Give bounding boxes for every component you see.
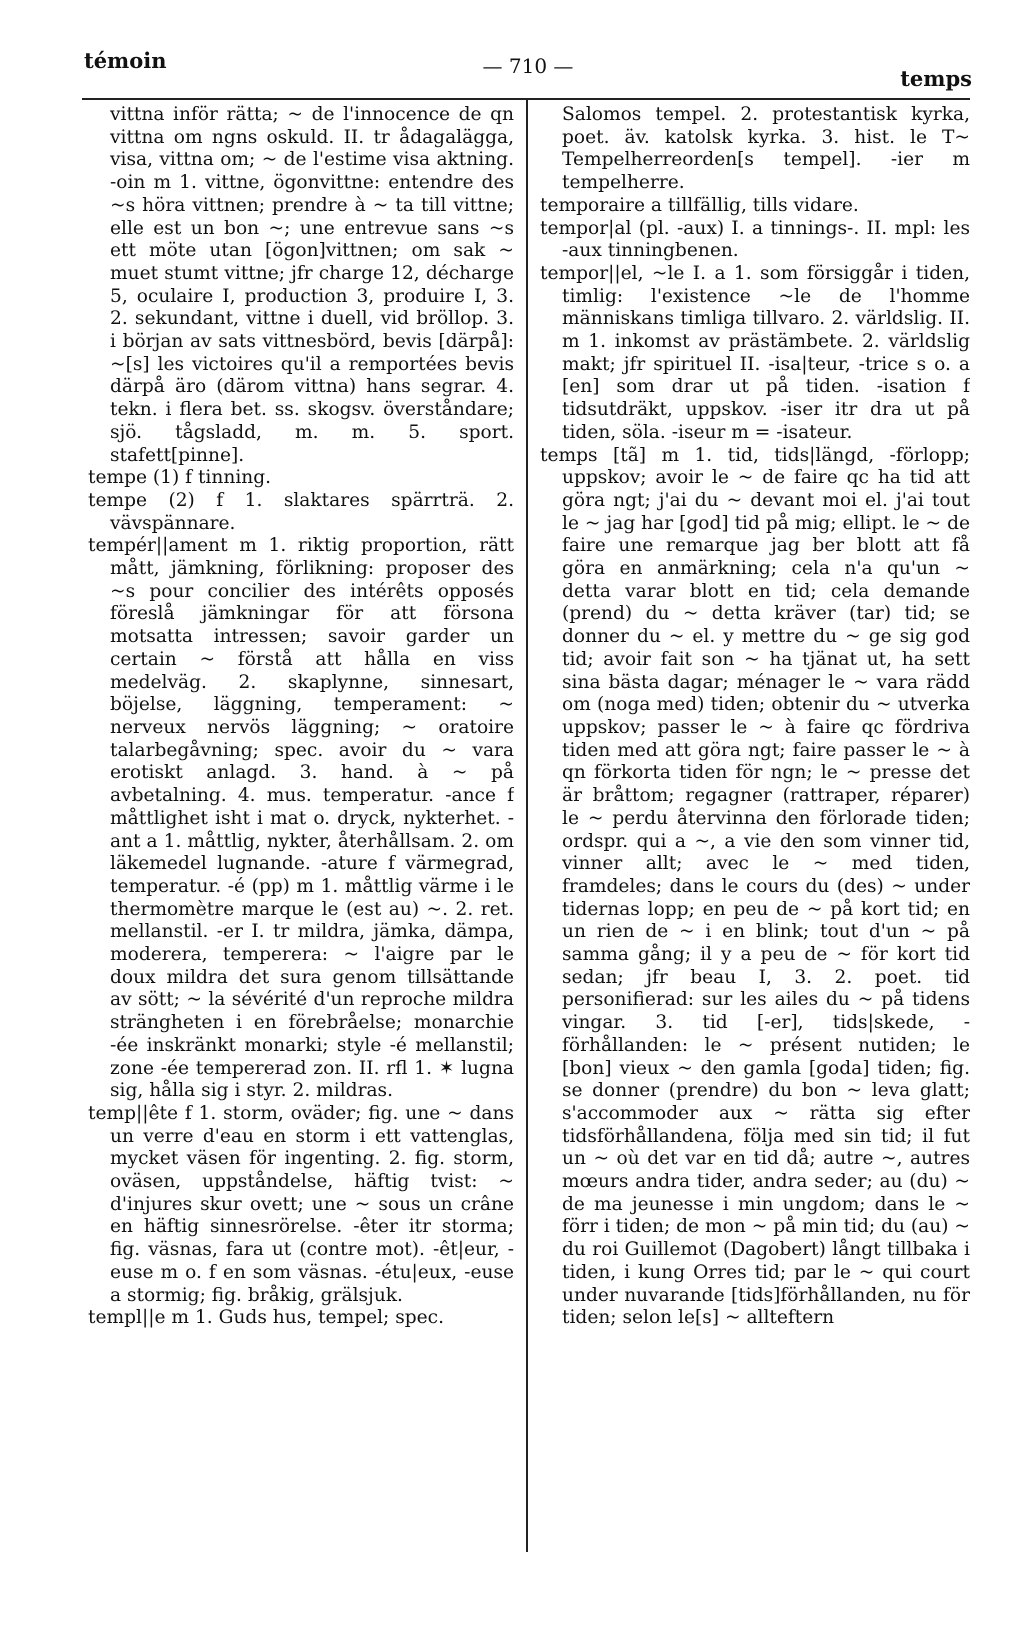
right-column bbox=[540, 104, 970, 1534]
dictionary-entry: tempor|al (pl. -aux) I. a tinnings-. II. mpl: les -aux tinningbenen. bbox=[540, 217, 970, 262]
column-divider bbox=[526, 100, 528, 1552]
dictionary-entry: templ||e m 1. Guds hus, tempel; spec. bbox=[88, 1307, 444, 1329]
dictionary-entry: tempor||el, ~le I. a 1. som försiggår i tiden, timlig: l'existence ~le de l'homme människans timliga tillvaro. 2. världslig. II. m 1. inkomst av prästämbete. 2. världslig makt; jfr spirituel II. -isa|teur, -trice s o. a [en] som drar ut på tiden. -isation f tidsutdräkt, uppskov. -iser itr dra ut på tiden, söla. -iseur m = -isateur. bbox=[540, 262, 970, 443]
dictionary-entry: Salomos tempel. 2. protestantisk kyrka, poet. äv. katolsk kyrka. 3. hist. le T~ Tempelherreorden[s tempel]. -ier m tempelherre. bbox=[562, 104, 970, 194]
page-header bbox=[84, 48, 972, 92]
page-number: — 710 — bbox=[482, 54, 574, 78]
left-running-headword: témoin bbox=[84, 48, 167, 73]
dictionary-entry: vittna inför rätta; ~ de l'innocence de qn vittna om ngns oskuld. II. tr ådagalägga, visa, vittna om; ~ de l'estime visa aktning. -oin m 1. vittne, ögonvittne: entendre des ~s höra vittnen; prendre à ~ ta till vittne; elle est un bon ~; une entrevue sans ~s ett möte utan [ögon]vittnen; om sak ~ muet stumt vittne; jfr charge 12, décharge 5, oculaire I, production 3, produire I, 3. 2. sekundant, vittne i duell, vid bröllop. 3. i början av sats vittnesbörd, bevis [därpå]: ~[s] les victoires qu'il a remportées bevis därpå äro (därom vittna) hans segrar. 4. tekn. i flera bet. ss. skogsv. överståndare; sjö. tågsladd, m. m. 5. sport. stafett[pinne]. bbox=[110, 104, 514, 466]
right-running-headword: temps bbox=[900, 66, 972, 91]
dictionary-entry: temps [tã] m 1. tid, tids|längd, -förlopp; uppskov; avoir le ~ de faire qc ha tid att göra ngt; j'ai du ~ devant moi el. j'ai tout le ~ jag har [god] tid på mig; ellipt. le ~ de faire une remarque jag ber blott att få göra en anmärkning; cela n'a qu'un ~ detta varar blott en tid; cela demande (prend) du ~ detta kräver (tar) tid; se donner du ~ el. y mettre du ~ ge sig god tid; avoir fait son ~ ha tjänat ut, ha sett sina bästa dagar; ménager le ~ vara rädd om (noga med) tiden; obtenir du ~ utverka uppskov; passer le ~ à faire qc fördriva tiden med att göra ngt; faire passer le ~ à qn förkorta tiden för ngn; le ~ presse det är bråttom; regagner (rattraper, réparer) le ~ perdu återvinna den förlorade tiden; ordspr. qui a ~, a vie den som vinner tid, vinner allt; avec le ~ med tiden, framdeles; dans le cours du (des) ~ under tidernas lopp; en peu de ~ på kort tid; en un rien de ~ i en blink; tout d'un ~ på samma gång; il y a peu de ~ för kort tid sedan; jfr beau I, 3. 2. poet. tid personifierad: sur les ailes du ~ på tidens vingar. 3. tid [-er], tids|skede, -förhållanden: le ~ présent nutiden; le [bon] vieux ~ den gamla [goda] tiden; fig. se donner (prendre) du bon ~ leva glatt; s'accommoder aux ~ rätta sig efter tidsförhållandena, följa med sin tid; il fut un ~ où det var en tid då; autre ~, autres mœurs andra tider, andra seder; au (du) ~ de ma jeunesse i min ungdom; dans le ~ förr i tiden; de mon ~ på min tid; du (au) ~ du roi Guillemot (Dagobert) långt tillbaka i tiden, i kung Orres tid; par le ~ qui court under nuvarande [tids]förhållanden, nu för tiden; selon le[s] ~ allteftern bbox=[540, 444, 970, 1329]
dictionary-entry: temp||ête f 1. storm, oväder; fig. une ~ dans un verre d'eau en storm i ett vattenglas, mycket väsen för ingenting. 2. fig. storm, oväsen, uppståndelse, häftig tvist: ~ d'injures skur ovett; une ~ sous un crâne en häftig sinnesrörelse. -êter itr storma; fig. väsnas, fara ut (contre mot). -êt|eur, -euse m o. f en som väsnas. -étu|eux, -euse a stormig; fig. bråkig, grälsjuk. bbox=[88, 1102, 514, 1306]
dictionary-entry: temporaire a tillfällig, tills vidare. bbox=[540, 194, 859, 216]
dictionary-entry: tempér||ament m 1. riktig proportion, rätt mått, jämkning, förlikning: proposer des ~s pour concilier des intérêts opposés föreslå jämkningar för att försona motsatta intressen; savoir garder un certain ~ förstå att hålla en viss medelväg. 2. skaplynne, sinnesart, böjelse, läggning, temperament: ~ nerveux nervös läggning; ~ oratoire talarbegåvning; spec. avoir du ~ vara erotiskt anlagd. 3. hand. à ~ på avbetalning. 4. mus. temperatur. -ance f måttlighet isht i mat o. dryck, nykterhet. -ant a 1. måttlig, nykter, återhållsam. 2. om läkemedel lugnande. -ature f värmegrad, temperatur. -é (pp) m 1. måttlig värme i le thermomètre marque le (est au) ~. 2. ret. mellanstil. -er I. tr mildra, jämka, dämpa, moderera, temperera: ~ l'aigre par le doux mildra det sura genom tillsättande av sött; ~ la sévérité d'un reproche mildra strängheten i en förebråelse; monarchie -ée inskränkt monarki; style -é mellanstil; zone -ée tempererad zon. II. rfl 1. ✶ lugna sig, hålla sig i styr. 2. mildras. bbox=[88, 535, 514, 1102]
left-column bbox=[88, 104, 514, 1534]
dictionary-entry: tempe (2) f 1. slaktares spärrträ. 2. vävspännare. bbox=[88, 489, 514, 534]
dictionary-entry: tempe (1) f tinning. bbox=[88, 467, 272, 489]
